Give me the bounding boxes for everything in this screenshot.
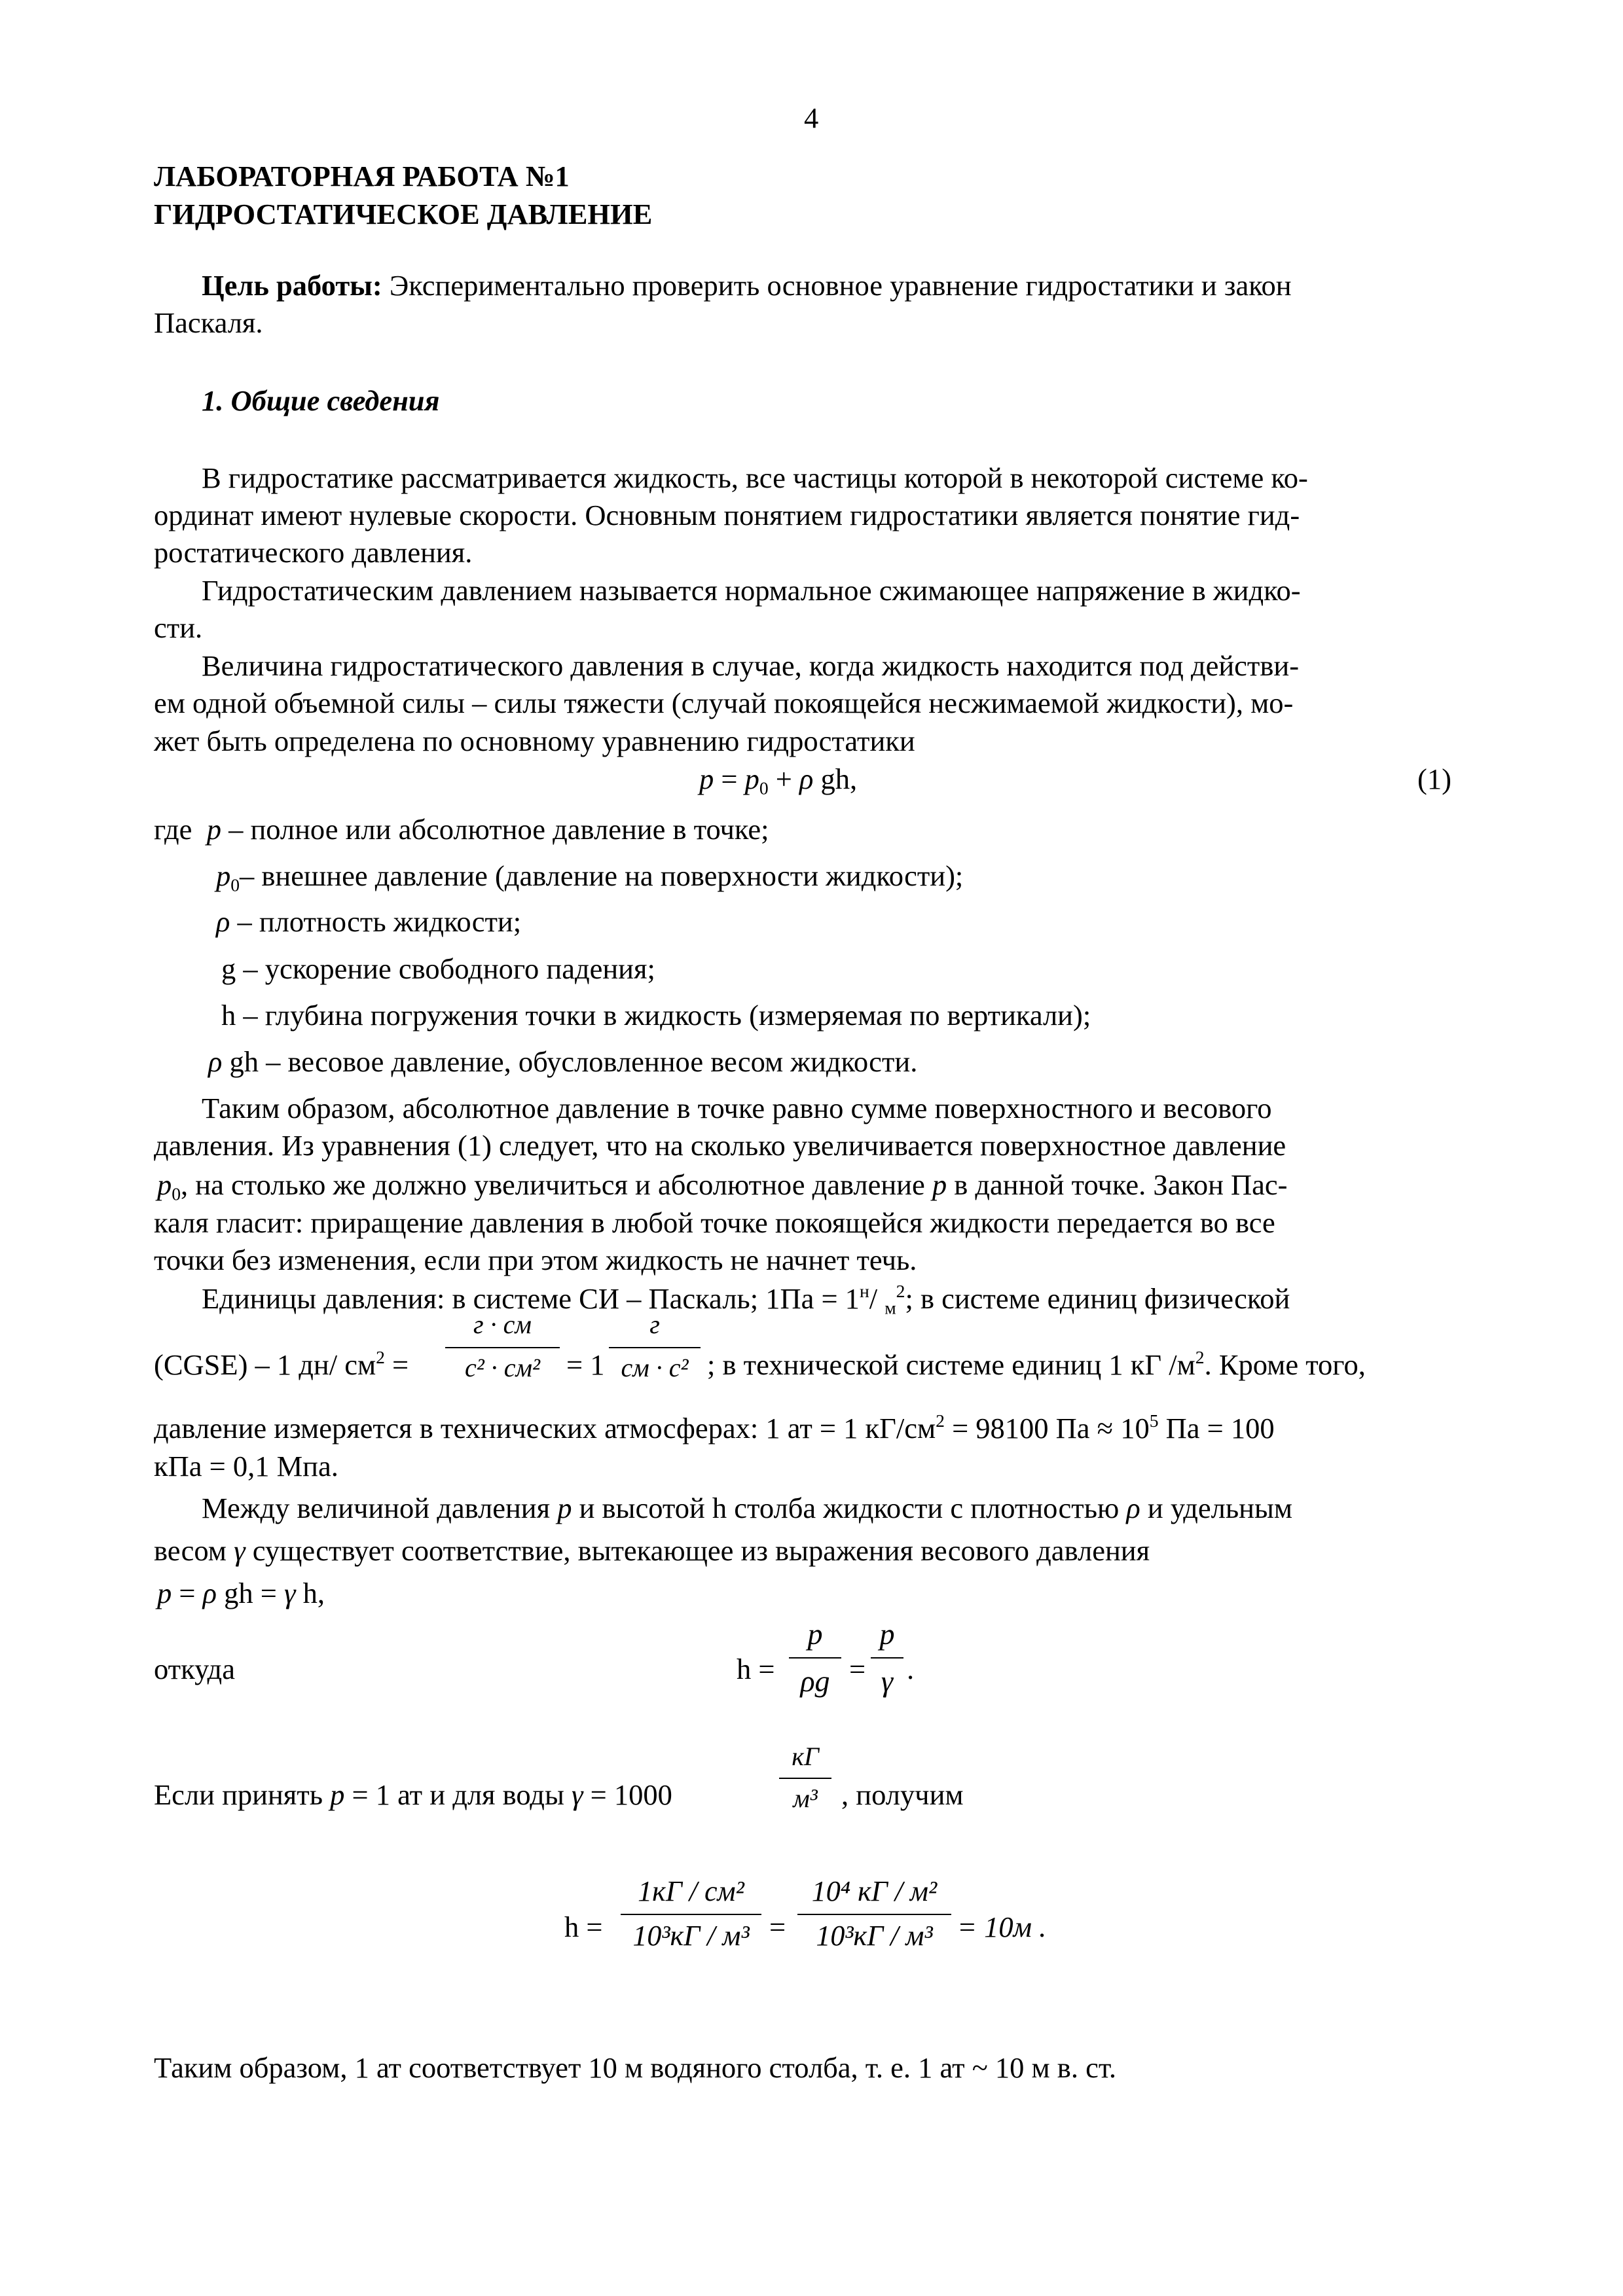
para2-line1: Гидростатическим давлением называется нормальное сжимающее напряжение в жидко- (202, 574, 1301, 607)
fraction-p-gamma: p γ (871, 1617, 903, 1708)
para3-line3: жет быть определена по основному уравнению гидростатики (154, 725, 915, 757)
para4-line1: Таким образом, абсолютное давление в точке равно сумме поверхностного и весового (202, 1092, 1272, 1124)
equation-1: $p = p_0 + \rho$ gh, (699, 762, 858, 798)
fraction-kg-m3: кГ м³ (779, 1741, 831, 1833)
para1-line1: В гидростатике рассматривается жидкость, все частицы которой в некоторой системе ко- (202, 461, 1308, 494)
goal-paragraph (202, 271, 1292, 300)
lab-subtitle: ГИДРОСТАТИЧЕСКОЕ ДАВЛЕНИЕ (154, 198, 653, 230)
page-number: 4 (804, 101, 819, 134)
conclusion: Таким образом, 1 ат соответствует 10 м водяного столба, т. е. 1 ат ~ 10 м в. ст. (154, 2051, 1117, 2084)
goal-text-cont: Паскаля. (154, 306, 263, 339)
units-line2-one: = 1 (566, 1348, 605, 1381)
whence-h: h = (737, 1653, 775, 1685)
assume-line: Если принять p = 1 ат и для воды γ = 1000 (154, 1778, 672, 1811)
para2-line2: сти. (154, 611, 203, 644)
para4-line5: точки без изменения, если при этом жидкость не начнет течь. (154, 1244, 917, 1276)
para3-line1: Величина гидростатического давления в случае, когда жидкость находится под действи- (202, 649, 1300, 682)
final-h: h = (564, 1910, 603, 1943)
def-g: g – ускорение свободного падения; (221, 952, 655, 985)
para5-line1: Между величиной давления p и высотой h столба жидкости с плотностью ρ и удельным (202, 1492, 1293, 1524)
whence-label: откуда (154, 1653, 235, 1685)
units-line2-a: (CGSE) – 1 дн/ $см^2$ = (154, 1346, 409, 1381)
para5-line2: весом γ существует соответствие, вытекающее из выражения весового давления (154, 1534, 1150, 1567)
para4-line3: $p_0$, на столько же должно увеличиться и абсолютное давление p в данной точке. Закон Пас- (157, 1168, 1288, 1204)
para4-line2: давления. Из уравнения (1) следует, что на сколько увеличивается поверхностное давление (154, 1129, 1286, 1162)
units-line4: кПа = 0,1 Мпа. (154, 1450, 338, 1482)
lab-title: ЛАБОРАТОРНАЯ РАБОТА №1 (154, 160, 570, 192)
fraction-cgse-2: г см · с² (609, 1309, 701, 1401)
para5-line3: p = ρ gh = γ h, (157, 1577, 325, 1609)
fraction-final-1: 1кГ / см² 10³кГ / м³ (621, 1877, 761, 1969)
equation-1-number: (1) (1417, 762, 1451, 795)
def-p: где p – полное или абсолютное давление в точке; (154, 813, 769, 846)
units-line3: давление измеряется в технических атмосферах: 1 ат = 1 $кГ/см^2 = 98100$ Па ≈ $10^5$ Па = 100 (154, 1410, 1275, 1444)
final-result: = 10м . (957, 1910, 1047, 1943)
final-mid-eq: = (769, 1910, 786, 1943)
para1-line2: ординат имеют нулевые скорости. Основным понятием гидростатики является понятие гид- (154, 499, 1300, 531)
def-rhogh: ρ gh – весовое давление, обусловленное весом жидкости. (208, 1045, 918, 1078)
para1-line3: ростатического давления. (154, 536, 473, 569)
def-p0: $p_0-$ внешнее давление (давление на поверхности жидкости); (216, 859, 964, 895)
units-line1: Единицы давления: в системе СИ – Паскаль; $1Па = 1^н/$ $_м^2$; в системе единиц физической (202, 1280, 1290, 1318)
goal-label: Цель работы: (202, 269, 382, 302)
para3-line2: ем одной объемной силы – силы тяжести (случай покоящейся несжимаемой жидкости), мо- (154, 687, 1294, 719)
para4-line4: каля гласит: приращение давления в любой точке покоящейся жидкости передается во все (154, 1206, 1275, 1239)
assume-end: , получим (841, 1778, 964, 1811)
units-line2-b: ; в технической системе единиц 1 кГ $/м^2$. Кроме того, (707, 1346, 1366, 1381)
section-heading: 1. Общие сведения (202, 384, 440, 417)
def-rho: ρ – плотность жидкости; (216, 905, 522, 938)
fraction-p-rhog: p ρg (789, 1617, 841, 1708)
def-h: h – глубина погружения точки в жидкость (измеряемая по вертикали); (221, 999, 1091, 1031)
whence-dot: . (907, 1653, 915, 1685)
goal-text: Экспериментально проверить основное уравнение гидростатики и закон (382, 269, 1292, 302)
whence-mid-eq: = (849, 1653, 866, 1685)
fraction-cgse-1: г · см c² · см² (445, 1309, 560, 1401)
fraction-final-2: 10⁴ кГ / м² 10³кГ / м³ (797, 1877, 951, 1969)
